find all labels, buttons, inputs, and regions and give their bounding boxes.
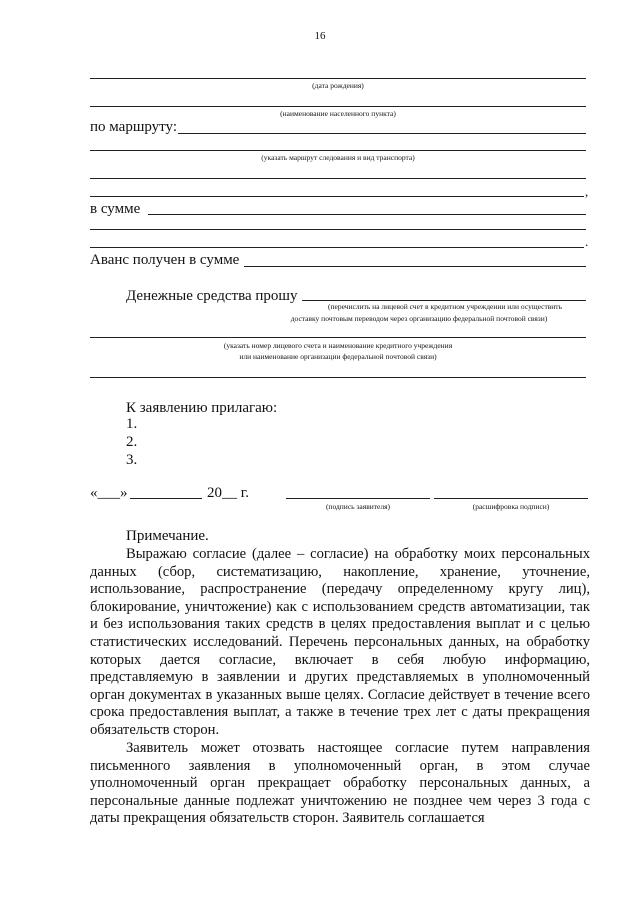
sum-fill-line [148,214,586,215]
route-line-4 [90,196,584,197]
route-line-3 [90,178,586,179]
attachment-item-2: 2. [126,434,138,450]
route-fill-line [178,133,586,134]
locality-caption: (наименование населенного пункта) [280,109,396,118]
payment-method-caption-1: (перечислить на лицевой счет в кредитном учреждении или осуществить [328,302,562,311]
signature-decoding-caption: (расшифровка подписи) [472,502,550,511]
locality-line [90,106,586,107]
route-label: по маршруту: [90,119,178,135]
account-line [90,337,586,338]
advance-fill-line [244,266,586,267]
sum-line-2 [90,229,586,230]
note-paragraph-1: Выражаю согласие (далее – согласие) на обработку моих персональных данных (сбор, систематизацию, накопление, хранение, уточнение, использование, распространение (передачу определенному кругу лиц), блокирование, уничтожение) как с использованием средств автоматизации, так и без использования таких средств в целях предоставления выплат и с целью статистических исследований. Перечень персональных данных, на обработку которых дается согласие, включает в себя любую информацию, представляемую в заявлении и других представляемых в уполномоченный орган документах в указанных выше целях. Согласие действует в течение всего срока предоставления выплат, а также в течение трех лет с даты прекращения обязательств сторон. [90,546,590,738]
signature-line [286,498,430,499]
account-line-2 [90,377,586,378]
route-caption: (указать маршрут следования и вид транспорта) [261,153,415,162]
payment-method-caption-2: доставку почтовым переводом через организацию федеральной почтовой связи) [290,314,548,323]
date-year: 20__ г. [207,485,249,501]
account-caption-1: (указать номер лицевого счета и наименование кредитного учреждения [223,341,453,350]
attachment-item-1: 1. [126,416,138,432]
attach-label: К заявлению прилагаю: [126,400,278,416]
signature-decoding-line [434,498,588,499]
route-comma: , [585,184,589,199]
sum-period: . [585,234,589,249]
birth-date-line [90,78,586,79]
signature-caption: (подпись заявителя) [325,502,391,511]
advance-label: Аванс получен в сумме [90,252,240,268]
funds-fill-line [302,300,586,301]
birth-date-caption: (дата рождения) [312,81,364,90]
route-line-2 [90,150,586,151]
note-heading: Примечание. [126,528,209,544]
date-day: «___» [90,485,128,501]
sum-label: в сумме [90,201,141,217]
sum-line-3 [90,247,584,248]
page-number: 16 [314,30,326,42]
note-paragraph-2: Заявитель может отозвать настоящее согласие путем направления письменного заявления в уполномоченный орган, в этом случае уполномоченный орган прекращает обработку персональных данных, а персональные данные подлежат уничтожению не позднее чем через 3 года с даты прекращения обязательств сторон. Заявитель соглашается [90,740,590,827]
account-caption-2: или наименование организации федеральной почтовой связи) [239,352,437,361]
date-month-line [130,498,202,499]
attachment-item-3: 3. [126,452,138,468]
funds-label: Денежные средства прошу [126,288,298,304]
